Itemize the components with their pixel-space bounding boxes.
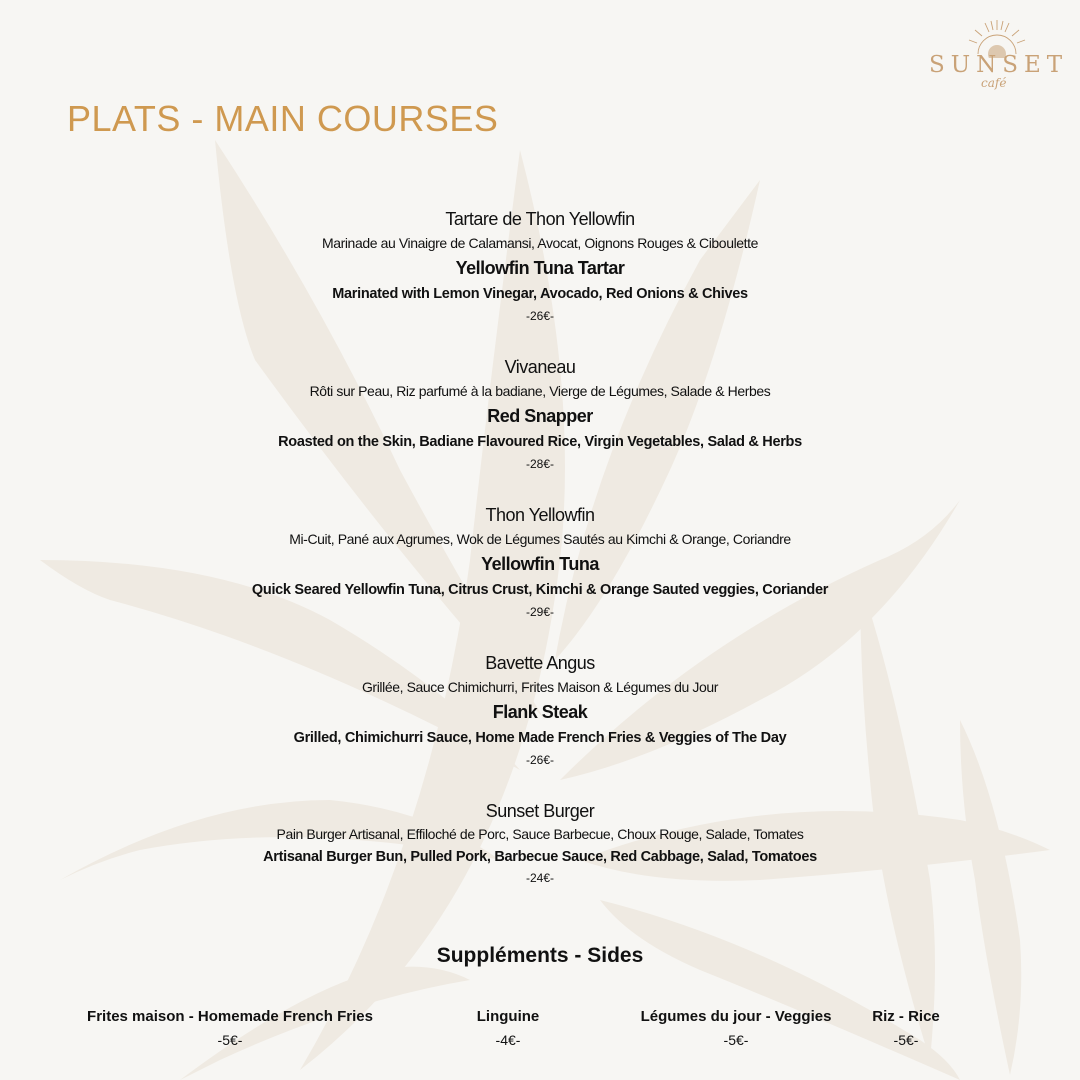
dish-name-french: Vivaneau — [504, 357, 576, 377]
dish-item — [0, 651, 1080, 769]
sides-heading: Suppléments - Sides — [436, 944, 644, 967]
side-name: Frites maison - Homemade French Fries — [87, 1008, 373, 1025]
dish-description-french: Pain Burger Artisanal, Effiloché de Porc, Sauce Barbecue, Choux Rouge, Salade, Tomates — [276, 826, 804, 842]
dish-description-french: Mi-Cuit, Pané aux Agrumes, Wok de Légumes Sautés au Kimchi & Orange, Coriandre — [289, 531, 791, 547]
side-price: -5€- — [893, 1032, 919, 1048]
dish-item — [0, 355, 1080, 473]
dish-description-french: Rôti sur Peau, Riz parfumé à la badiane, Vierge de Légumes, Salade & Herbes — [309, 383, 771, 399]
main-courses-list — [0, 207, 1080, 917]
dish-item — [0, 207, 1080, 325]
logo-subtitle: café — [981, 76, 1007, 90]
dish-description-english: Roasted on the Skin, Badiane Flavoured Rice, Virgin Vegetables, Salad & Herbs — [278, 434, 802, 450]
side-price: -4€- — [495, 1032, 521, 1048]
dish-name-english: Yellowfin Tuna Tartar — [455, 258, 625, 278]
side-name: Légumes du jour - Veggies — [640, 1008, 832, 1025]
dish-price: -29€- — [525, 605, 554, 619]
dish-description-english: Artisanal Burger Bun, Pulled Pork, Barbecue Sauce, Red Cabbage, Salad, Tomatoes — [263, 849, 817, 865]
dish-price: -26€- — [525, 309, 554, 323]
dish-description-english: Quick Seared Yellowfin Tuna, Citrus Crust, Kimchi & Orange Sauted veggies, Coriander — [251, 582, 829, 598]
dish-description-french: Grillée, Sauce Chimichurri, Frites Maison & Légumes du Jour — [361, 679, 719, 695]
dish-name-french: Thon Yellowfin — [485, 505, 595, 525]
page-title: PLATS - MAIN COURSES — [67, 98, 499, 139]
dish-description-french: Marinade au Vinaigre de Calamansi, Avocat, Oignons Rouges & Ciboulette — [321, 235, 759, 251]
dish-name-french: Sunset Burger — [485, 801, 595, 821]
dish-name-english: Red Snapper — [487, 406, 593, 426]
dish-price: -24€- — [525, 871, 554, 885]
dish-item — [0, 503, 1080, 621]
side-name: Linguine — [476, 1008, 540, 1025]
side-name: Riz - Rice — [872, 1008, 940, 1025]
side-price: -5€- — [723, 1032, 749, 1048]
dish-name-english: Yellowfin Tuna — [481, 554, 599, 574]
logo-wordmark: SUNSET — [929, 52, 1069, 78]
dish-description-english: Grilled, Chimichurri Sauce, Home Made French Fries & Veggies of The Day — [293, 730, 787, 746]
sunset-cafe-logo — [925, 18, 1067, 96]
side-price: -5€- — [217, 1032, 243, 1048]
sides-list — [0, 1006, 1080, 1056]
dish-price: -28€- — [525, 457, 554, 471]
dish-description-english: Marinated with Lemon Vinegar, Avocado, Red Onions & Chives — [332, 286, 748, 302]
dish-price: -26€- — [525, 753, 554, 767]
dish-name-french: Bavette Angus — [485, 653, 595, 673]
side-item — [736, 1006, 1076, 1052]
dish-name-french: Tartare de Thon Yellowfin — [445, 209, 635, 229]
dish-name-english: Flank Steak — [492, 702, 588, 722]
dish-item-burger — [0, 799, 1080, 887]
